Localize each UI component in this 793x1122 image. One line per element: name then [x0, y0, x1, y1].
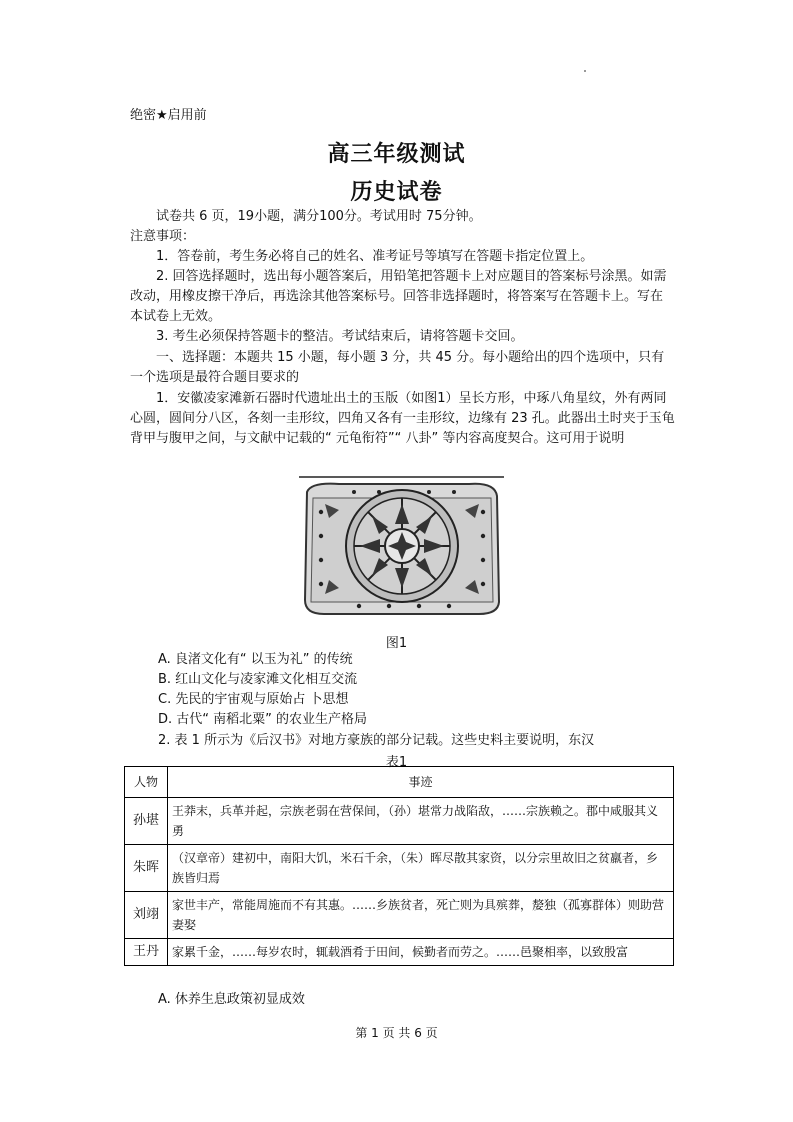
notice-item-2: 2. 回答选择题时，选出每小题答案后，用铅笔把答题卡上对应题目的答案标号涂黑。如需改动，用橡皮擦干净后，再选涂其他答案标号。回答非选择题时，将答案写在答题卡上。写在本试卷上无效。: [130, 269, 667, 324]
table-header-row: [125, 767, 674, 798]
person-deed: （汉章帝）建初中，南阳大饥，米石千余，（朱）晖尽散其家资，以分宗里故旧之贫羸者，乡族皆归焉: [168, 845, 674, 892]
person-name: 刘翊: [125, 892, 168, 939]
question-1-option-b: B. 红山文化与凌家滩文化相互交流: [158, 672, 358, 687]
question-2-option-a: A. 休养生息政策初显成效: [158, 992, 305, 1007]
figure-caption: 图1: [385, 636, 408, 651]
table-caption: 表1: [385, 755, 408, 770]
exam-title: 高三年级测试: [327, 142, 466, 167]
table-row: [125, 845, 674, 892]
table-row: [125, 892, 674, 939]
column-header-person: 人物: [125, 767, 168, 798]
notice-item-1: 1．答卷前，考生务必将自己的姓名、准考证号等填写在答题卡指定位置上。: [156, 249, 594, 264]
question-1-stem: 1．安徽凌家滩新石器时代遗址出土的玉版（如图1）呈长方形，中琢八角星纹，外有两同心圆，圆间分八区，各刻一圭形纹，四角又各有一圭形纹，边缘有 23 孔。此器出土时夹于玉龟背甲与腹甲之间，与文献中记载的“ 元龟衔符”“ 八卦” 等内容高度契合。这可用于说明: [130, 391, 675, 446]
notice-heading: 注意事项：: [130, 229, 196, 244]
jade-plaque-figure: [299, 474, 504, 619]
question-2-stem: 2. 表 1 所示为《后汉书》对地方豪族的部分记载。这些史料主要说明，东汉: [158, 733, 595, 748]
scan-speck: [584, 70, 586, 72]
historical-records-table: [124, 766, 674, 966]
person-name: 朱晖: [125, 845, 168, 892]
question-1-option-c: C. 先民的宇宙观与原始占 卜思想: [158, 692, 349, 707]
subject-title: 历史试卷: [350, 180, 443, 205]
table-row: [125, 939, 674, 966]
question-1-option-a: A. 良渚文化有“ 以玉为礼” 的传统: [158, 652, 353, 667]
person-name: 王丹: [125, 939, 168, 966]
confidential-mark: 绝密★启用前: [130, 108, 207, 123]
column-header-deeds: 事迹: [168, 767, 674, 798]
question-1-option-d: D. 古代“ 南稻北粟” 的农业生产格局: [158, 712, 368, 727]
table-row: [125, 798, 674, 845]
person-name: 孙堪: [125, 798, 168, 845]
person-deed: 王莽末，兵革并起，宗族老弱在营保间，（孙）堪常力战陷敌，……宗族赖之。郡中咸服其义勇: [168, 798, 674, 845]
notice-item-3: 3. 考生必须保持答题卡的整洁。考试结束后，请将答题卡交回。: [156, 329, 524, 344]
exam-intro: 试卷共 6 页，19小题，满分100分。考试用时 75分钟。: [156, 209, 482, 224]
person-deed: 家累千金，……每岁农时，辄载酒肴于田间，候勤者而劳之。……邑聚相率，以致殷富: [168, 939, 674, 966]
page-footer: 第 1 页 共 6 页: [355, 1026, 438, 1040]
person-deed: 家世丰产，常能周施而不有其惠。……乡族贫者，死亡则为具殡葬，嫠独（孤寡群体）则助营妻娶: [168, 892, 674, 939]
section-instruction: 一、选择题：本题共 15 小题，每小题 3 分，共 45 分。每小题给出的四个选项中，只有一个选项是最符合题目要求的: [130, 350, 665, 385]
